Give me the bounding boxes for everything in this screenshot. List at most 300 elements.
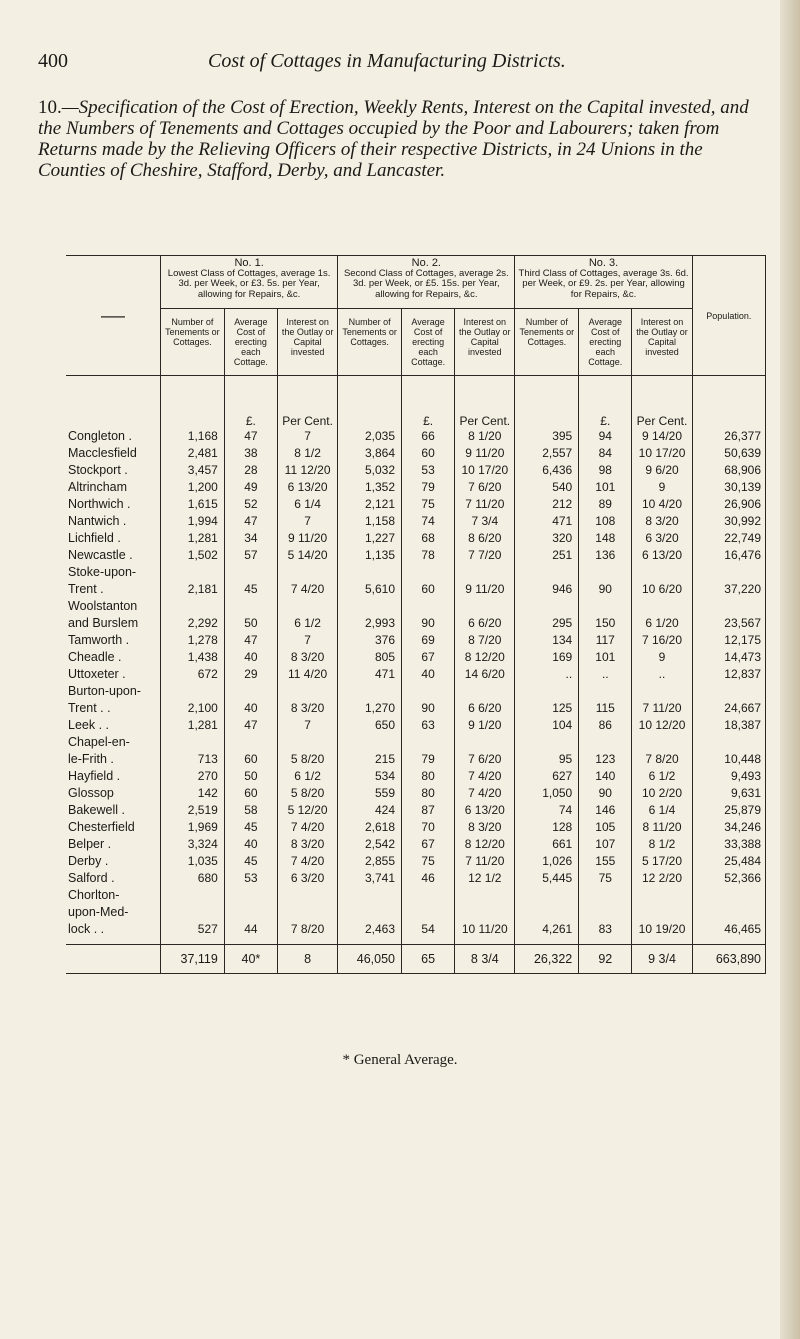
group-1-number: No. 1. <box>234 257 264 269</box>
g2-tenements: 2,121 <box>338 496 402 513</box>
g3-tenements: .. <box>515 666 579 683</box>
population: 9,493 <box>692 768 765 785</box>
g1-avg-cost: 45 <box>224 819 277 836</box>
g1-tenements: 3,324 <box>161 836 225 853</box>
g2-avg-cost: 46 <box>402 870 455 887</box>
g1-tenements: 1,200 <box>161 479 225 496</box>
g2-interest: 8 3/20 <box>455 819 515 836</box>
g2-tenements: 534 <box>338 768 402 785</box>
g3-tenements: 320 <box>515 530 579 547</box>
g2-tenements: 215 <box>338 751 402 768</box>
group-3-header <box>515 256 692 309</box>
population: 10,448 <box>692 751 765 768</box>
g1-tenements: 1,615 <box>161 496 225 513</box>
district-header: —— <box>66 256 161 376</box>
g3-tenements: 946 <box>515 581 579 598</box>
g2-tenements: 5,032 <box>338 462 402 479</box>
g2-interest: 14 6/20 <box>455 666 515 683</box>
spec-number: 10. <box>38 97 62 118</box>
g3-avg-cost: 90 <box>579 785 632 802</box>
g3-tenements: 104 <box>515 717 579 734</box>
g3-interest: 9 <box>632 649 692 666</box>
g3-tenements: 134 <box>515 632 579 649</box>
total-g3-interest: 9 3/4 <box>632 945 692 974</box>
g3-interest: 7 16/20 <box>632 632 692 649</box>
table-row <box>66 632 766 649</box>
g1-tenements: 2,519 <box>161 802 225 819</box>
g3-tenements: 74 <box>515 802 579 819</box>
g1-avg-cost: 47 <box>224 632 277 649</box>
district-name: Macclesfield <box>66 445 161 462</box>
g2-interest: 9 11/20 <box>455 445 515 462</box>
g2-interest: 6 6/20 <box>455 700 515 717</box>
g2-tenements: 805 <box>338 649 402 666</box>
g3-interest: 6 1/4 <box>632 802 692 819</box>
g2-interest: 7 11/20 <box>455 496 515 513</box>
population: 25,484 <box>692 853 765 870</box>
g3-tenements: 125 <box>515 700 579 717</box>
district-name: Tamworth . <box>66 632 161 649</box>
g1-interest: 7 <box>277 428 337 445</box>
g2-avg-cost: 79 <box>402 479 455 496</box>
g1-tenements: 1,281 <box>161 717 225 734</box>
table-row <box>66 836 766 853</box>
g3-tenements: 661 <box>515 836 579 853</box>
population: 33,388 <box>692 836 765 853</box>
g2-avg-cost: 75 <box>402 853 455 870</box>
table-row <box>66 445 766 462</box>
table-row <box>66 700 766 717</box>
group-3-number: No. 3. <box>588 257 619 269</box>
g2-tenements: 1,352 <box>338 479 402 496</box>
g2-avg-cost: 68 <box>402 530 455 547</box>
g3-interest: 12 2/20 <box>632 870 692 887</box>
g3-tenements: 2,557 <box>515 445 579 462</box>
table-row <box>66 785 766 802</box>
g3-interest: 8 11/20 <box>632 819 692 836</box>
g1-interest: 6 1/4 <box>277 496 337 513</box>
g3-tenements: 471 <box>515 513 579 530</box>
g2-avg-cost: 79 <box>402 751 455 768</box>
g2-avg-cost: 53 <box>402 462 455 479</box>
g1-avg-cost: 40 <box>224 700 277 717</box>
g1-tenements: 2,292 <box>161 615 225 632</box>
g1-avg-cost: 47 <box>224 428 277 445</box>
g3-interest: 9 14/20 <box>632 428 692 445</box>
population: 68,906 <box>692 462 765 479</box>
population: 25,879 <box>692 802 765 819</box>
g1-avg-cost: 52 <box>224 496 277 513</box>
g3-tenements: 540 <box>515 479 579 496</box>
g3-avg-cost: 101 <box>579 479 632 496</box>
g3-tenements: 128 <box>515 819 579 836</box>
g1-interest: 11 12/20 <box>277 462 337 479</box>
population: 50,639 <box>692 445 765 462</box>
g1-avg-cost: 28 <box>224 462 277 479</box>
district-name: Belper . <box>66 836 161 853</box>
population: 26,906 <box>692 496 765 513</box>
g2-tenements: 3,741 <box>338 870 402 887</box>
population: 14,473 <box>692 649 765 666</box>
g3-interest: 7 11/20 <box>632 700 692 717</box>
district-name: Northwich . <box>66 496 161 513</box>
g3-interest: 6 1/20 <box>632 615 692 632</box>
table-row <box>66 428 766 445</box>
g2-avg-cost: 40 <box>402 666 455 683</box>
district-name: Trent . . <box>66 700 161 717</box>
g2-tenements: 1,158 <box>338 513 402 530</box>
district-name: lock . . <box>66 921 161 938</box>
g2-interest: 8 12/20 <box>455 649 515 666</box>
g1-avg-cost: 40 <box>224 649 277 666</box>
g1-avg-cost: 45 <box>224 581 277 598</box>
g1-tenements: 1,281 <box>161 530 225 547</box>
g1-interest: 9 11/20 <box>277 530 337 547</box>
g1-interest-header: Interest on the Outlay or Capital invested <box>277 309 337 376</box>
population: 30,992 <box>692 513 765 530</box>
g1-interest: 7 4/20 <box>277 819 337 836</box>
population: 52,366 <box>692 870 765 887</box>
table-row <box>66 513 766 530</box>
district-name: Stoke-upon- <box>66 564 161 581</box>
g1-number-header: Number of Tenements or Cottages. <box>161 309 225 376</box>
table-row <box>66 615 766 632</box>
table-row <box>66 462 766 479</box>
population: 37,220 <box>692 581 765 598</box>
g2-avg-cost: 80 <box>402 768 455 785</box>
table-row <box>66 496 766 513</box>
footnote: * General Average. <box>342 1052 458 1068</box>
total-g1-interest: 8 <box>277 945 337 974</box>
g2-avg-cost: 78 <box>402 547 455 564</box>
table-row-label-line <box>66 564 766 581</box>
g1-interest: 6 1/2 <box>277 615 337 632</box>
district-name: Congleton . <box>66 428 161 445</box>
g1-avg-cost: 34 <box>224 530 277 547</box>
g1-avg-cost: 58 <box>224 802 277 819</box>
g3-avg-cost: 140 <box>579 768 632 785</box>
table-row <box>66 921 766 938</box>
g1-interest: 8 3/20 <box>277 836 337 853</box>
g2-tenements: 559 <box>338 785 402 802</box>
g2-tenements: 2,035 <box>338 428 402 445</box>
g1-tenements: 680 <box>161 870 225 887</box>
g1-tenements: 2,181 <box>161 581 225 598</box>
g3-avg-cost: 98 <box>579 462 632 479</box>
district-name: Woolstanton <box>66 598 161 615</box>
spec-text: —Specification of the Cost of Erection, Weekly Rents, Interest on the Capital invested, and the Numbers of Tenements and Cottages occupied by the Poor and Labourers; taken from Returns made by the Relieving Officers of their respective Districts, in 24 Unions in the Counties of Cheshire, Stafford, Derby, and Lancaster. <box>38 97 749 181</box>
group-1-description: Lowest Class of Cottages, average 1s. 3d. per Week, or £3. 5s. per Year, allowing for Repairs, &c. <box>167 267 331 300</box>
g2-interest: 9 11/20 <box>455 581 515 598</box>
g3-interest: 6 13/20 <box>632 547 692 564</box>
g2-interest: 8 1/20 <box>455 428 515 445</box>
g2-interest: 7 7/20 <box>455 547 515 564</box>
group-2-header <box>338 256 515 309</box>
population: 34,246 <box>692 819 765 836</box>
g1-interest: 8 1/2 <box>277 445 337 462</box>
g1-tenements: 1,035 <box>161 853 225 870</box>
g1-interest: 7 <box>277 717 337 734</box>
table-row <box>66 530 766 547</box>
g2-tenements: 2,463 <box>338 921 402 938</box>
g3-tenements: 4,261 <box>515 921 579 938</box>
g1-tenements: 270 <box>161 768 225 785</box>
g1-avg-cost: 60 <box>224 751 277 768</box>
g1-interest: 6 13/20 <box>277 479 337 496</box>
g2-interest: 8 12/20 <box>455 836 515 853</box>
total-g1-cost: 40* <box>224 945 277 974</box>
g2-avg-cost: 70 <box>402 819 455 836</box>
table-row <box>66 819 766 836</box>
g2-avg-cost: 87 <box>402 802 455 819</box>
g2-tenements: 2,993 <box>338 615 402 632</box>
total-g2-interest: 8 3/4 <box>455 945 515 974</box>
g1-avg-cost: 47 <box>224 513 277 530</box>
g3-tenements: 1,050 <box>515 785 579 802</box>
g1-tenements: 672 <box>161 666 225 683</box>
g2-percent-unit: Per Cent. <box>455 376 515 429</box>
population-header: Population. <box>692 256 765 376</box>
g3-interest: 9 <box>632 479 692 496</box>
g2-avg-cost: 90 <box>402 615 455 632</box>
g1-interest: 7 8/20 <box>277 921 337 938</box>
g2-tenements: 1,135 <box>338 547 402 564</box>
district-name: Cheadle . <box>66 649 161 666</box>
g2-avg-cost: 63 <box>402 717 455 734</box>
table-row-label-line <box>66 598 766 615</box>
g3-tenements: 395 <box>515 428 579 445</box>
g1-interest: 7 4/20 <box>277 581 337 598</box>
g1-tenements: 1,994 <box>161 513 225 530</box>
population: 46,465 <box>692 921 765 938</box>
totals-row <box>66 945 766 974</box>
g3-avg-cost: 94 <box>579 428 632 445</box>
g1-interest: 7 <box>277 632 337 649</box>
g3-tenements: 6,436 <box>515 462 579 479</box>
g3-interest-header: Interest on the Outlay or Capital invested <box>632 309 692 376</box>
total-g3-cost: 92 <box>579 945 632 974</box>
g3-avg-cost: 150 <box>579 615 632 632</box>
district-name: Glossop <box>66 785 161 802</box>
g1-interest: 8 3/20 <box>277 649 337 666</box>
g2-avg-cost: 54 <box>402 921 455 938</box>
g3-pound-unit: £. <box>579 376 632 429</box>
g1-interest: 8 3/20 <box>277 700 337 717</box>
g3-interest: 8 3/20 <box>632 513 692 530</box>
g1-avg-cost: 40 <box>224 836 277 853</box>
g2-interest: 6 6/20 <box>455 615 515 632</box>
g1-interest: 7 <box>277 513 337 530</box>
g3-avg-cost: 155 <box>579 853 632 870</box>
g1-avg-cost: 60 <box>224 785 277 802</box>
g3-interest: .. <box>632 666 692 683</box>
table-row-label-line <box>66 887 766 904</box>
g2-avg-cost: 60 <box>402 581 455 598</box>
district-name: Trent . <box>66 581 161 598</box>
g2-interest: 7 4/20 <box>455 768 515 785</box>
district-name: Chapel-en- <box>66 734 161 751</box>
table-row <box>66 870 766 887</box>
g3-interest: 10 17/20 <box>632 445 692 462</box>
table-row <box>66 802 766 819</box>
g2-cost-header: Average Cost of erecting each Cottage. <box>402 309 455 376</box>
g2-tenements: 1,227 <box>338 530 402 547</box>
district-name: Derby . <box>66 853 161 870</box>
specification-heading <box>38 97 760 181</box>
g1-avg-cost: 53 <box>224 870 277 887</box>
g1-tenements: 3,457 <box>161 462 225 479</box>
district-name: Uttoxeter . <box>66 666 161 683</box>
g1-interest: 5 12/20 <box>277 802 337 819</box>
g3-avg-cost: 123 <box>579 751 632 768</box>
g1-avg-cost: 47 <box>224 717 277 734</box>
g2-interest: 10 17/20 <box>455 462 515 479</box>
g1-avg-cost: 38 <box>224 445 277 462</box>
g3-avg-cost: 86 <box>579 717 632 734</box>
table-row <box>66 581 766 598</box>
district-name: Altrincham <box>66 479 161 496</box>
g1-avg-cost: 29 <box>224 666 277 683</box>
g3-interest: 6 1/2 <box>632 768 692 785</box>
g1-interest: 5 14/20 <box>277 547 337 564</box>
g1-tenements: 2,481 <box>161 445 225 462</box>
table-row <box>66 853 766 870</box>
g2-interest: 7 6/20 <box>455 479 515 496</box>
district-name: Newcastle . <box>66 547 161 564</box>
population: 23,567 <box>692 615 765 632</box>
district-name: Chorlton- <box>66 887 161 904</box>
g1-interest: 6 3/20 <box>277 870 337 887</box>
g3-avg-cost: 136 <box>579 547 632 564</box>
g3-avg-cost: 89 <box>579 496 632 513</box>
g1-interest: 11 4/20 <box>277 666 337 683</box>
g3-avg-cost: 108 <box>579 513 632 530</box>
population: 24,667 <box>692 700 765 717</box>
g1-interest: 6 1/2 <box>277 768 337 785</box>
g3-interest: 8 1/2 <box>632 836 692 853</box>
g2-tenements: 2,618 <box>338 819 402 836</box>
g1-tenements: 1,168 <box>161 428 225 445</box>
g2-interest: 12 1/2 <box>455 870 515 887</box>
population: 30,139 <box>692 479 765 496</box>
g2-tenements: 424 <box>338 802 402 819</box>
g1-avg-cost: 45 <box>224 853 277 870</box>
g2-tenements: 5,610 <box>338 581 402 598</box>
g2-avg-cost: 60 <box>402 445 455 462</box>
district-name: Hayfield . <box>66 768 161 785</box>
district-name: upon-Med- <box>66 904 161 921</box>
table-row-label-line <box>66 734 766 751</box>
population: 22,749 <box>692 530 765 547</box>
table-row <box>66 768 766 785</box>
g3-avg-cost: 107 <box>579 836 632 853</box>
g1-tenements: 2,100 <box>161 700 225 717</box>
g2-interest: 7 4/20 <box>455 785 515 802</box>
g3-interest: 10 2/20 <box>632 785 692 802</box>
g2-tenements: 1,270 <box>338 700 402 717</box>
running-title: Cost of Cottages in Manufacturing Districts. <box>208 50 566 72</box>
g2-tenements: 2,542 <box>338 836 402 853</box>
population: 16,476 <box>692 547 765 564</box>
table-row <box>66 666 766 683</box>
g3-avg-cost: 101 <box>579 649 632 666</box>
g1-tenements: 713 <box>161 751 225 768</box>
g3-interest: 9 6/20 <box>632 462 692 479</box>
g3-tenements: 1,026 <box>515 853 579 870</box>
g1-avg-cost: 57 <box>224 547 277 564</box>
g2-interest: 6 13/20 <box>455 802 515 819</box>
g1-tenements: 527 <box>161 921 225 938</box>
g3-interest: 10 19/20 <box>632 921 692 938</box>
cost-table <box>66 255 766 974</box>
total-g3-number: 26,322 <box>515 945 579 974</box>
g2-interest: 9 1/20 <box>455 717 515 734</box>
district-name: Lichfield . <box>66 530 161 547</box>
g2-interest: 7 3/4 <box>455 513 515 530</box>
g2-tenements: 471 <box>338 666 402 683</box>
g3-cost-header: Average Cost of erecting each Cottage. <box>579 309 632 376</box>
page-edge-shadow <box>780 0 800 1339</box>
g3-interest: 6 3/20 <box>632 530 692 547</box>
g2-interest: 8 6/20 <box>455 530 515 547</box>
table-row <box>66 547 766 564</box>
g1-pound-unit: £. <box>224 376 277 429</box>
district-name: le-Frith . <box>66 751 161 768</box>
table-row-label-line <box>66 904 766 921</box>
g2-avg-cost: 67 <box>402 836 455 853</box>
total-g2-cost: 65 <box>402 945 455 974</box>
table-body <box>66 428 766 945</box>
g3-avg-cost: 146 <box>579 802 632 819</box>
g2-avg-cost: 75 <box>402 496 455 513</box>
g1-tenements: 142 <box>161 785 225 802</box>
g1-avg-cost: 49 <box>224 479 277 496</box>
g3-avg-cost: 84 <box>579 445 632 462</box>
population: 26,377 <box>692 428 765 445</box>
g3-interest: 7 8/20 <box>632 751 692 768</box>
g3-avg-cost: 105 <box>579 819 632 836</box>
g3-tenements: 627 <box>515 768 579 785</box>
district-name: Bakewell . <box>66 802 161 819</box>
g3-avg-cost: 83 <box>579 921 632 938</box>
district-name: Salford . <box>66 870 161 887</box>
g1-tenements: 1,502 <box>161 547 225 564</box>
g2-avg-cost: 69 <box>402 632 455 649</box>
g2-interest: 7 6/20 <box>455 751 515 768</box>
g3-avg-cost: 148 <box>579 530 632 547</box>
g2-interest: 8 7/20 <box>455 632 515 649</box>
g1-cost-header: Average Cost of erecting each Cottage. <box>224 309 277 376</box>
table-row <box>66 479 766 496</box>
g3-tenements: 5,445 <box>515 870 579 887</box>
district-name: and Burslem <box>66 615 161 632</box>
g2-tenements: 650 <box>338 717 402 734</box>
g3-interest: 10 6/20 <box>632 581 692 598</box>
group-1-header <box>161 256 338 309</box>
g2-interest-header: Interest on the Outlay or Capital invested <box>455 309 515 376</box>
g3-number-header: Number of Tenements or Cottages. <box>515 309 579 376</box>
g3-tenements: 95 <box>515 751 579 768</box>
g3-tenements: 295 <box>515 615 579 632</box>
g1-tenements: 1,969 <box>161 819 225 836</box>
g1-interest: 5 8/20 <box>277 751 337 768</box>
g1-avg-cost: 50 <box>224 615 277 632</box>
g2-avg-cost: 90 <box>402 700 455 717</box>
g3-avg-cost: .. <box>579 666 632 683</box>
g2-tenements: 2,855 <box>338 853 402 870</box>
group-2-number: No. 2. <box>411 257 441 269</box>
g3-tenements: 251 <box>515 547 579 564</box>
